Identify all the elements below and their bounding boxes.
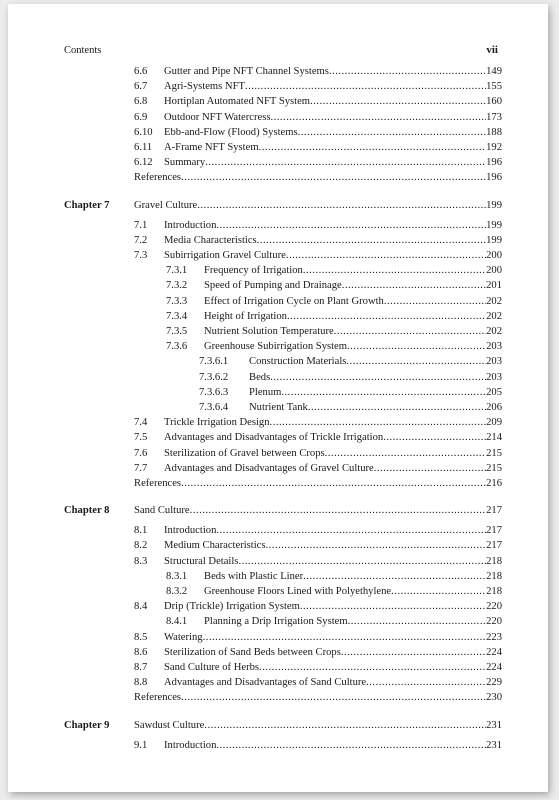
- entry-title: References: [134, 692, 182, 704]
- toc-section-entry: [64, 341, 502, 356]
- toc-section-entry: [64, 296, 502, 311]
- section-number: 7.4: [134, 417, 148, 429]
- entry-page-number: 199: [486, 199, 502, 211]
- section-number: 6.9: [134, 111, 148, 123]
- dot-leader: [303, 571, 486, 582]
- entry-title: Hortiplan Automated NFT System: [164, 96, 311, 108]
- entry-title: Speed of Pumping and Drainage: [204, 280, 342, 292]
- dot-leader: [216, 220, 486, 231]
- dot-leader: [348, 616, 487, 627]
- dot-leader: [286, 250, 486, 261]
- section-number: 7.3.6.1: [199, 356, 229, 368]
- section-number: 7.3.3: [166, 295, 188, 307]
- toc-section-entry: [64, 647, 502, 662]
- dot-leader: [346, 356, 486, 367]
- toc-entry-link[interactable]: [164, 250, 502, 261]
- toc-section-entry: [64, 112, 502, 127]
- toc-chapter-entry: [64, 505, 502, 520]
- toc-entry-link[interactable]: [204, 571, 502, 582]
- toc-entry-link[interactable]: [164, 81, 502, 92]
- toc-entry-link[interactable]: [134, 172, 502, 183]
- toc-references-entry: [64, 172, 502, 187]
- entry-title: Greenhouse Subirrigation System: [204, 341, 347, 353]
- dot-leader: [308, 402, 486, 413]
- entry-page-number: 217: [486, 540, 502, 552]
- toc-entry-link[interactable]: [164, 740, 502, 751]
- section-number: 8.4.1: [166, 616, 188, 628]
- book-page: [8, 4, 548, 792]
- section-number: 7.3.5: [166, 326, 188, 337]
- entry-page-number: 202: [486, 295, 502, 307]
- section-number: 7.2: [134, 234, 148, 246]
- section-number: 9.1: [134, 739, 148, 751]
- toc-section-entry: [64, 326, 502, 341]
- entry-page-number: 209: [486, 417, 502, 429]
- entry-page-number: 224: [486, 646, 502, 658]
- entry-title: Sterilization of Sand Beds between Crops: [164, 646, 341, 658]
- section-number: 7.3.4: [166, 310, 188, 322]
- toc-entry-link[interactable]: [164, 66, 502, 77]
- dot-leader: [181, 478, 486, 489]
- entry-page-number: 218: [486, 570, 502, 582]
- toc-entry-link[interactable]: [134, 505, 502, 516]
- entry-page-number: 201: [486, 280, 502, 292]
- entry-page-number: 188: [486, 126, 502, 138]
- toc-entry-link[interactable]: [164, 220, 502, 231]
- chapter-label: Chapter 9: [64, 719, 110, 731]
- toc-section-entry: [64, 235, 502, 250]
- toc-chapter-entry: [64, 200, 502, 215]
- entry-title: Advantages and Disadvantages of Gravel Culture: [164, 462, 374, 474]
- section-number: 8.5: [134, 631, 148, 643]
- section-number: 6.7: [134, 81, 148, 93]
- toc-section-entry: [64, 311, 502, 326]
- entry-title: Effect of Irrigation Cycle on Plant Growth: [204, 295, 384, 307]
- section-number: 7.1: [134, 219, 148, 231]
- section-number: 8.2: [134, 540, 148, 552]
- entry-title: Beds: [249, 371, 271, 383]
- dot-leader: [270, 112, 486, 123]
- toc-section-entry: [64, 81, 502, 96]
- entry-page-number: 217: [486, 525, 502, 537]
- entry-page-number: 196: [486, 172, 502, 184]
- toc-section-entry: [64, 372, 502, 387]
- dot-leader: [181, 692, 486, 703]
- entry-page-number: 203: [486, 371, 502, 383]
- entry-title: Gutter and Pipe NFT Channel Systems: [164, 66, 329, 77]
- entry-page-number: 224: [486, 661, 502, 673]
- toc-section-entry: [64, 142, 502, 157]
- toc-section-entry: [64, 601, 502, 616]
- entry-page-number: 229: [486, 677, 502, 689]
- dot-leader: [266, 540, 487, 551]
- toc-entry-link[interactable]: [164, 127, 502, 138]
- dot-leader: [334, 326, 486, 337]
- entry-title: Sand Culture: [134, 505, 190, 517]
- entry-title: Sand Culture of Herbs: [164, 661, 260, 673]
- entry-page-number: 205: [486, 386, 502, 398]
- entry-title: Advantages and Disadvantages of Sand Culture: [164, 677, 367, 689]
- toc-section-entry: [64, 677, 502, 692]
- entry-page-number: 149: [486, 66, 502, 77]
- dot-leader: [384, 296, 486, 307]
- section-number: 8.3: [134, 555, 148, 567]
- entry-title: Gravel Culture: [134, 199, 198, 211]
- toc-entry-link[interactable]: [204, 341, 502, 352]
- entry-page-number: 173: [486, 111, 502, 123]
- section-number: 8.8: [134, 677, 148, 689]
- toc-entry-link[interactable]: [204, 616, 502, 627]
- toc-entry-link[interactable]: [164, 448, 502, 459]
- toc-section-entry: [64, 586, 502, 601]
- toc-section-entry: [64, 127, 502, 142]
- dot-leader: [197, 200, 486, 211]
- entry-title: Introduction: [164, 525, 217, 537]
- entry-page-number: 220: [486, 616, 502, 628]
- entry-title: Introduction: [164, 219, 217, 231]
- dot-leader: [259, 142, 487, 153]
- section-number: 8.3.2: [166, 586, 188, 597]
- entry-page-number: 231: [486, 739, 502, 751]
- entry-title: Nutrient Solution Temperature: [204, 326, 334, 337]
- section-number: 8.4: [134, 601, 148, 613]
- dot-leader: [374, 463, 486, 474]
- entry-title: Nutrient Tank: [249, 401, 308, 413]
- entry-title: Construction Materials: [249, 356, 347, 368]
- toc-section-entry: [64, 66, 502, 81]
- entry-page-number: 199: [486, 219, 502, 231]
- section-number: 7.3.6.2: [199, 371, 229, 383]
- toc-entry-link[interactable]: [204, 280, 502, 291]
- section-number: 8.7: [134, 661, 148, 673]
- toc-entry-link[interactable]: [204, 296, 502, 307]
- entry-page-number: 200: [486, 250, 502, 262]
- section-number: 8.6: [134, 646, 148, 658]
- entry-title: Advantages and Disadvantages of Trickle Irrigation: [164, 432, 384, 444]
- toc-section-entry: [64, 740, 502, 755]
- toc-section-entry: [64, 632, 502, 647]
- dot-leader: [303, 265, 486, 276]
- dot-leader: [259, 662, 486, 673]
- section-number: 8.3.1: [166, 570, 188, 582]
- toc-entry-link[interactable]: [164, 525, 502, 536]
- toc-section-entry: [64, 356, 502, 371]
- toc-entry-link[interactable]: [249, 356, 502, 367]
- toc-entry-link[interactable]: [249, 387, 502, 398]
- toc-section-entry: [64, 402, 502, 417]
- entry-page-number: 202: [486, 310, 502, 322]
- section-number: 7.7: [134, 462, 148, 474]
- entry-title: Introduction: [164, 739, 217, 751]
- table-of-contents: [64, 66, 502, 755]
- entry-title: Summary: [164, 157, 206, 169]
- section-number: 6.10: [134, 126, 153, 138]
- dot-leader: [216, 525, 486, 536]
- toc-entry-link[interactable]: [164, 556, 502, 567]
- toc-entry-link[interactable]: [134, 200, 502, 211]
- toc-entry-link[interactable]: [204, 326, 502, 337]
- entry-page-number: 199: [486, 234, 502, 246]
- entry-page-number: 192: [486, 141, 502, 153]
- entry-page-number: 217: [486, 505, 502, 517]
- entry-page-number: 215: [486, 447, 502, 459]
- toc-references-entry: [64, 692, 502, 707]
- dot-leader: [310, 96, 486, 107]
- toc-entry-link[interactable]: [134, 692, 502, 703]
- toc-entry-link[interactable]: [134, 478, 502, 489]
- entry-title: Outdoor NFT Watercress: [164, 111, 271, 123]
- chapter-label: Chapter 7: [64, 199, 110, 211]
- entry-page-number: 203: [486, 341, 502, 353]
- toc-entry-link[interactable]: [204, 311, 502, 322]
- entry-page-number: 216: [486, 477, 502, 489]
- running-header: [64, 44, 498, 56]
- dot-leader: [391, 586, 486, 597]
- toc-section-entry: [64, 448, 502, 463]
- dot-leader: [383, 432, 486, 443]
- entry-title: Media Characteristics: [164, 234, 257, 246]
- entry-title: Drip (Trickle) Irrigation System: [164, 601, 300, 613]
- section-number: 6.11: [134, 141, 153, 153]
- toc-entry-link[interactable]: [164, 677, 502, 688]
- entry-title: Ebb-and-Flow (Flood) Systems: [164, 126, 298, 138]
- dot-leader: [281, 387, 486, 398]
- toc-section-entry: [64, 662, 502, 677]
- entry-page-number: 218: [486, 555, 502, 567]
- section-number: 7.3.6: [166, 341, 188, 353]
- toc-entry-link[interactable]: [164, 417, 502, 428]
- running-header-title: Contents: [64, 44, 102, 56]
- entry-title: Sterilization of Gravel between Crops: [164, 447, 325, 459]
- entry-title: Greenhouse Floors Lined with Polyethylene: [204, 586, 392, 597]
- dot-leader: [181, 172, 486, 183]
- entry-title: Frequency of Irrigation: [204, 265, 303, 277]
- toc-section-entry: [64, 157, 502, 172]
- dot-leader: [342, 280, 486, 291]
- toc-section-entry: [64, 463, 502, 478]
- entry-page-number: 202: [486, 326, 502, 337]
- entry-page-number: 196: [486, 157, 502, 169]
- dot-leader: [257, 235, 486, 246]
- toc-section-entry: [64, 387, 502, 402]
- section-number: 7.3.1: [166, 265, 188, 277]
- toc-entry-link[interactable]: [164, 601, 502, 612]
- toc-section-entry: [64, 250, 502, 265]
- dot-leader: [329, 66, 486, 77]
- toc-section-entry: [64, 556, 502, 571]
- toc-entry-link[interactable]: [164, 112, 502, 123]
- section-number: 6.12: [134, 157, 153, 169]
- toc-entry-link[interactable]: [164, 432, 502, 443]
- entry-page-number: 203: [486, 356, 502, 368]
- entry-title: Medium Characteristics: [164, 540, 266, 552]
- entry-title: A-Frame NFT System: [164, 141, 259, 153]
- toc-section-entry: [64, 96, 502, 111]
- section-number: 6.6: [134, 66, 148, 77]
- dot-leader: [190, 505, 486, 516]
- toc-section-entry: [64, 616, 502, 631]
- toc-entry-link[interactable]: [164, 235, 502, 246]
- chapter-label: Chapter 8: [64, 505, 110, 517]
- toc-entry-link[interactable]: [249, 372, 502, 383]
- entry-page-number: 160: [486, 96, 502, 108]
- entry-title: Trickle Irrigation Design: [164, 417, 270, 429]
- toc-section-entry: [64, 220, 502, 235]
- toc-entry-link[interactable]: [249, 402, 502, 413]
- toc-entry-link[interactable]: [164, 662, 502, 673]
- section-number: 8.1: [134, 525, 148, 537]
- page-number: vii: [486, 44, 498, 56]
- toc-section-entry: [64, 280, 502, 295]
- section-number: 7.3.6.4: [199, 401, 229, 413]
- toc-entry-link[interactable]: [164, 540, 502, 551]
- dot-leader: [203, 632, 487, 643]
- dot-leader: [245, 81, 486, 92]
- toc-section-entry: [64, 540, 502, 555]
- section-number: 7.6: [134, 447, 148, 459]
- entry-title: Agri-Systems NFT: [164, 81, 245, 93]
- entry-title: Structural Details: [164, 555, 239, 567]
- toc-section-entry: [64, 525, 502, 540]
- entry-page-number: 223: [486, 631, 502, 643]
- dot-leader: [287, 311, 486, 322]
- dot-leader: [366, 677, 486, 688]
- toc-entry-link[interactable]: [164, 157, 502, 168]
- entry-page-number: 215: [486, 462, 502, 474]
- toc-entry-link[interactable]: [134, 720, 502, 731]
- toc-entry-link[interactable]: [164, 632, 502, 643]
- dot-leader: [341, 647, 486, 658]
- dot-leader: [300, 601, 486, 612]
- toc-section-entry: [64, 432, 502, 447]
- entry-title: References: [134, 477, 182, 489]
- toc-entry-link[interactable]: [204, 586, 502, 597]
- dot-leader: [298, 127, 487, 138]
- entry-title: Subirrigation Gravel Culture: [164, 250, 286, 262]
- dot-leader: [205, 157, 486, 168]
- entry-title: Plenum: [249, 386, 282, 398]
- entry-title: References: [134, 172, 182, 184]
- entry-page-number: 155: [486, 81, 502, 93]
- dot-leader: [270, 372, 486, 383]
- toc-section-entry: [64, 571, 502, 586]
- entry-title: Planning a Drip Irrigation System: [204, 616, 348, 628]
- dot-leader: [270, 417, 487, 428]
- toc-references-entry: [64, 478, 502, 493]
- section-number: 6.8: [134, 96, 148, 108]
- toc-entry-link[interactable]: [164, 142, 502, 153]
- toc-chapter-entry: [64, 720, 502, 735]
- entry-title: Watering: [164, 631, 203, 643]
- dot-leader: [238, 556, 486, 567]
- toc-entry-link[interactable]: [164, 96, 502, 107]
- entry-title: Height of Irrigation: [204, 310, 287, 322]
- entry-page-number: 218: [486, 586, 502, 597]
- entry-page-number: 206: [486, 401, 502, 413]
- dot-leader: [325, 448, 486, 459]
- entry-page-number: 214: [486, 432, 502, 444]
- entry-page-number: 220: [486, 601, 502, 613]
- section-number: 7.5: [134, 432, 148, 444]
- dot-leader: [204, 720, 486, 731]
- toc-entry-link[interactable]: [164, 647, 502, 658]
- entry-title: Beds with Plastic Liner: [204, 570, 304, 582]
- entry-page-number: 231: [486, 719, 502, 731]
- entry-page-number: 200: [486, 265, 502, 277]
- toc-entry-link[interactable]: [164, 463, 502, 474]
- section-number: 7.3: [134, 250, 148, 262]
- section-number: 7.3.6.3: [199, 386, 229, 398]
- entry-title: Sawdust Culture: [134, 719, 205, 731]
- entry-page-number: 230: [486, 692, 502, 704]
- toc-section-entry: [64, 265, 502, 280]
- toc-section-entry: [64, 417, 502, 432]
- section-number: 7.3.2: [166, 280, 188, 292]
- dot-leader: [347, 341, 486, 352]
- toc-entry-link[interactable]: [204, 265, 502, 276]
- dot-leader: [216, 740, 486, 751]
